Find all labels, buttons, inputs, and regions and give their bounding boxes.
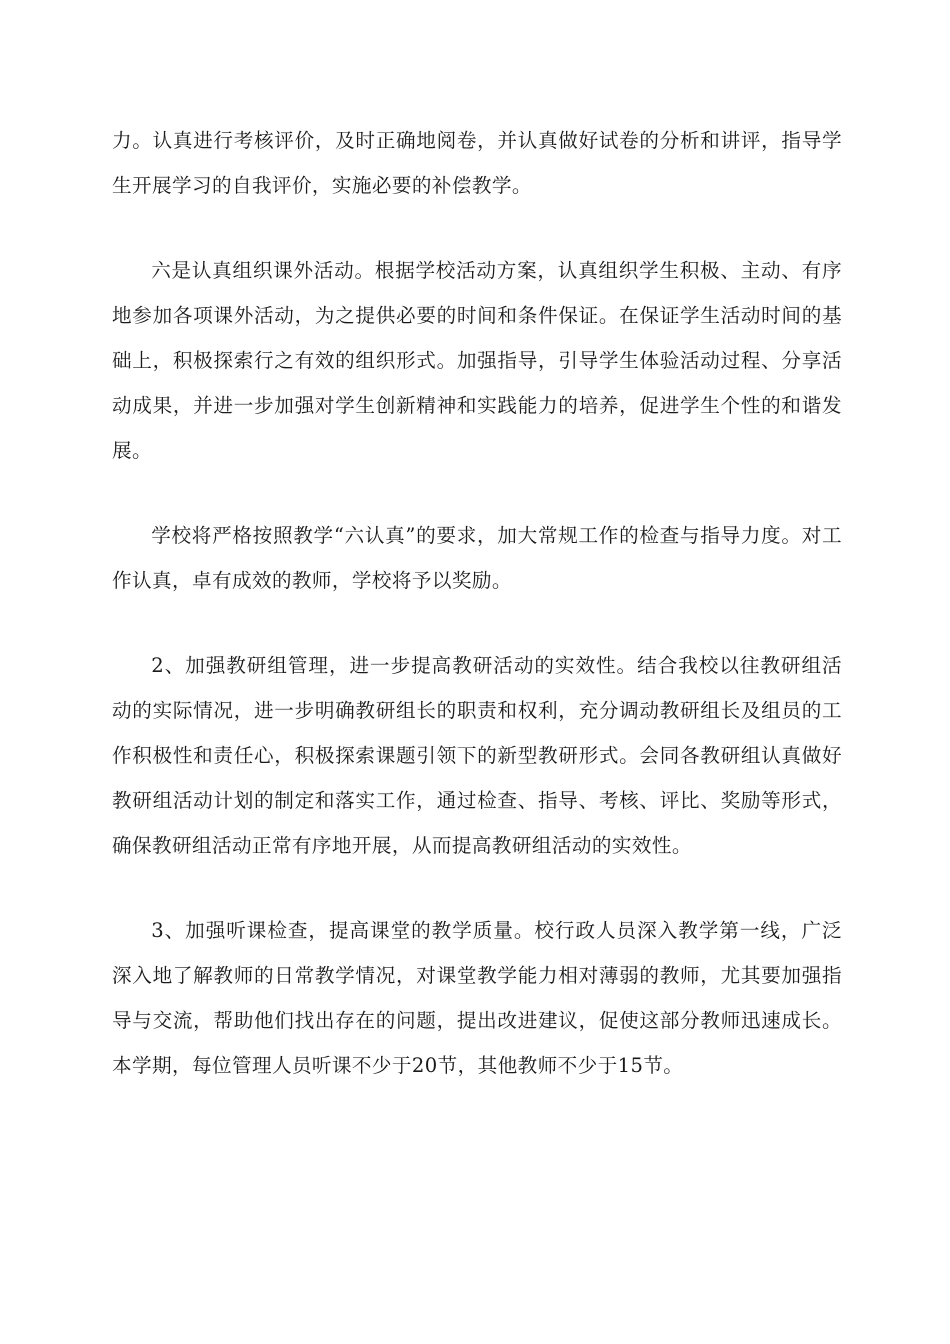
paragraph-six-diligence-requirement: 学校将严格按照教学“六认真”的要求，加大常规工作的检查与指导力度。对工作认真，卓有成效的教师，学校将予以奖励。 [112,524,842,592]
paragraph-teaching-research-group: 2、加强教研组管理，进一步提高教研活动的实效性。结合我校以往教研组活动的实际情况，进一步明确教研组长的职责和权利，充分调动教研组长及组员的工作积极性和责任心，积极探索课题引领下的新型教研形式。会同各教研组认真做好教研组活动计划的制定和落实工作，通过检查、指导、考核、评比、奖励等形式，确保教研组活动正常有序地开展，从而提高教研组活动的实效性。 [112,654,842,857]
paragraph-continuation: 力。认真进行考核评价，及时正确地阅卷，并认真做好试卷的分析和讲评，指导学生开展学习的自我评价，实施必要的补偿教学。 [112,129,842,197]
paragraph-lesson-observation: 3、加强听课检查，提高课堂的教学质量。校行政人员深入教学第一线，广泛深入地了解教师的日常教学情况，对课堂教学能力相对薄弱的教师，尤其要加强指导与交流，帮助他们找出存在的问题，提出改进建议，促使这部分教师迅速成长。本学期，每位管理人员听课不少于20节，其他教师不少于15节。 [112,919,842,1077]
paragraph-extracurricular-activities: 六是认真组织课外活动。根据学校活动方案，认真组织学生积极、主动、有序地参加各项课外活动，为之提供必要的时间和条件保证。在保证学生活动时间的基础上，积极探索行之有效的组织形式。加强指导，引导学生体验活动过程、分享活动成果，并进一步加强对学生创新精神和实践能力的培养，促进学生个性的和谐发展。 [112,259,842,462]
document-body [112,118,842,1128]
